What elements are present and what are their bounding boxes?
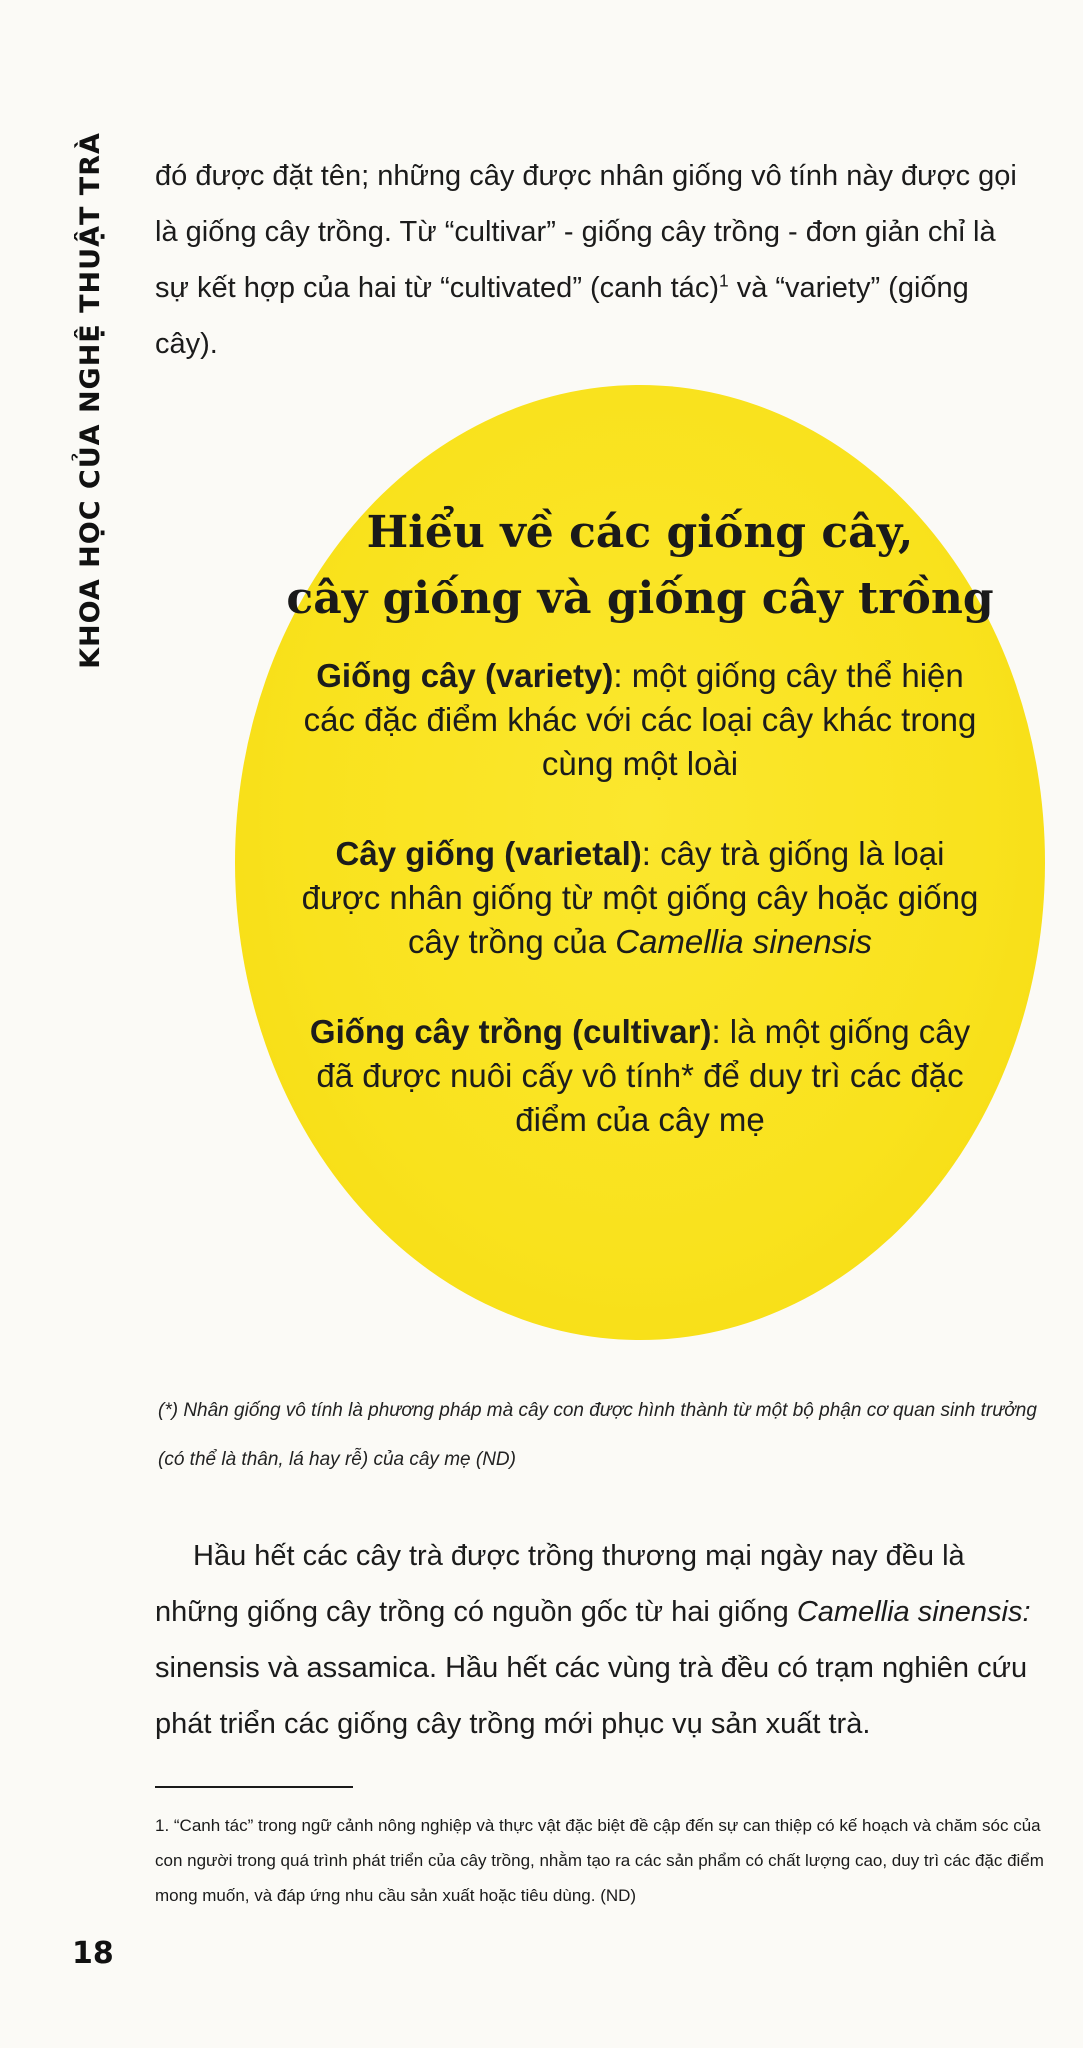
footnote-reference: 1 <box>718 270 729 291</box>
intro-text: đó được đặt tên; những cây được nhân giống vô tính này được gọi là giống cây trồng. Từ “cultivar” - giống cây trồng - đơn giản chỉ là sự kết hợp của hai từ “cultivated” (canh tác) <box>155 160 1017 304</box>
main-paragraph <box>155 1528 1040 1752</box>
callout-title <box>235 500 1045 632</box>
main-paragraph-text: Hầu hết các cây trà được trồng thương mại ngày nay đều là những giống cây trồng có nguồn gốc từ hai giống <box>155 1540 965 1628</box>
definition-cultivar-text: : là một giống cây đã được nuôi cấy vô tính* để duy trì các đặc điểm của cây mẹ <box>316 1013 971 1138</box>
intro-text-end: và “variety” (giống cây). <box>155 272 969 360</box>
definition-varietal <box>300 832 980 964</box>
running-header-text: KHOA HỌC CỦA NGHỆ THUẬT TRÀ <box>74 131 106 669</box>
running-header <box>70 131 110 669</box>
term-cultivar: Giống cây trồng (cultivar) <box>309 1013 712 1050</box>
callout-content <box>235 500 1045 1188</box>
definition-varietal-text: : cây trà giống là loại được nhân giống từ một giống cây hoặc giống cây trồng của <box>301 835 979 960</box>
definition-cultivar <box>300 1010 980 1142</box>
term-varietal: Cây giống (varietal) <box>335 835 642 872</box>
species-name-inline: Camellia sinensis: <box>796 1596 1031 1628</box>
footnote: 1. “Canh tác” trong ngữ cảnh nông nghiệp và thực vật đặc biệt đề cập đến sự can thiệp có kế hoạch và chăm sóc của con người trong quá trình phát triển của cây trồng, nhằm tạo ra các sản phẩm có chất lượng cao, duy trì các đặc điểm mong muốn, và đáp ứng nhu cầu sản xuất hoặc tiêu dùng. (ND) <box>155 1816 1044 1905</box>
main-paragraph-text-end: sinensis và assamica. Hầu hết các vùng trà đều có trạm nghiên cứu phát triển các giống cây trồng mới phục vụ sản xuất trà. <box>155 1652 1028 1740</box>
asterisk-note: (*) Nhân giống vô tính là phương pháp mà cây con được hình thành từ một bộ phận cơ quan sinh trưởng (có thể là thân, lá hay rễ) của cây mẹ (ND) <box>158 1400 1037 1470</box>
callout-title-line-1: Hiểu về các giống cây, <box>366 507 914 558</box>
term-variety: Giống cây (variety) <box>316 657 614 694</box>
species-name: Camellia sinensis <box>615 923 873 960</box>
definition-variety-text: : một giống cây thể hiện các đặc điểm khác với các loại cây khác trong cùng một loài <box>303 657 977 782</box>
page-number: 18 <box>72 1936 114 1971</box>
intro-paragraph <box>155 148 1035 372</box>
callout-title-line-2: cây giống và giống cây trồng <box>286 573 994 624</box>
footnote-divider <box>155 1786 353 1788</box>
definition-variety <box>300 654 980 786</box>
